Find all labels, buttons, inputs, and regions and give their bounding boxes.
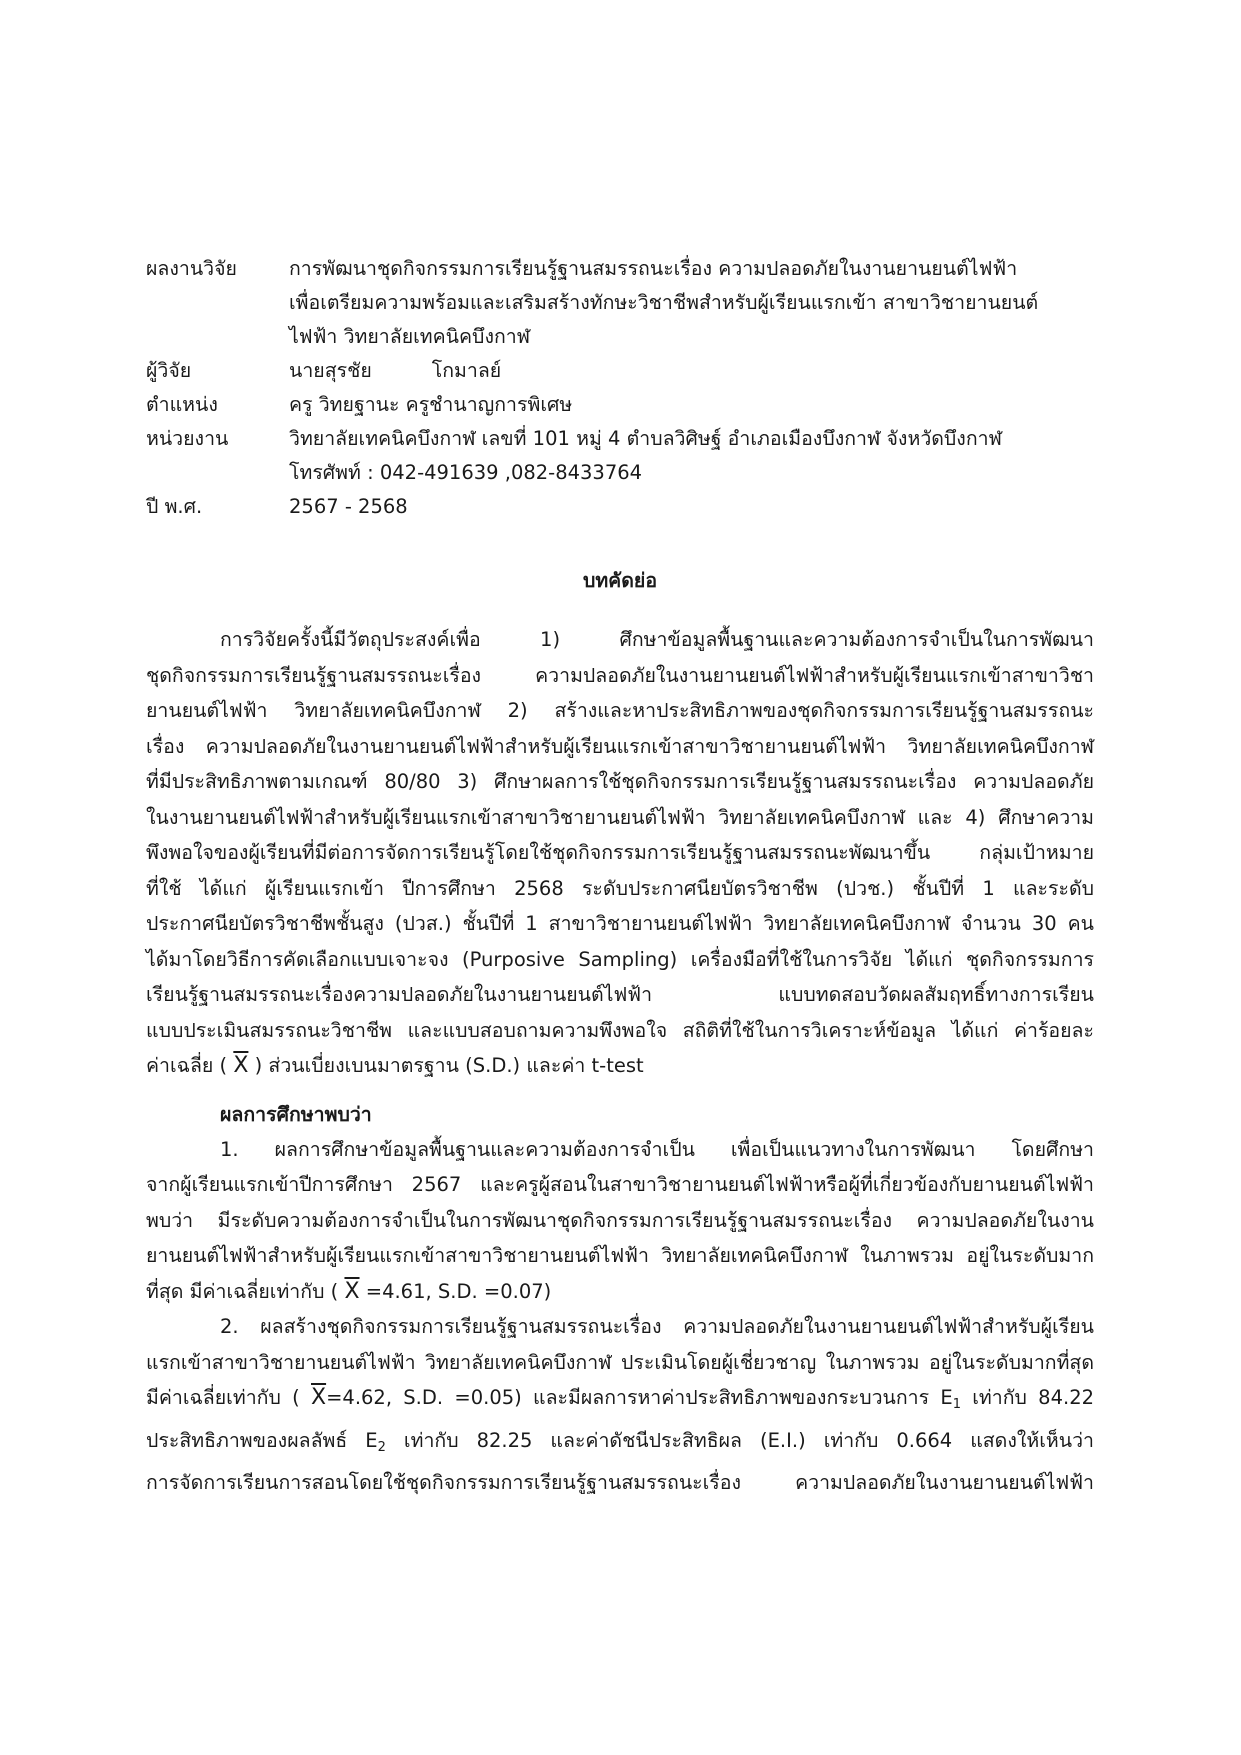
researcher-last-name: โกมาลย์: [431, 359, 502, 382]
abstract-line: แบบประเมินสมรรถนะวิชาชีพ และแบบสอบถามความพึงพอใจ สถิติที่ใช้ในการวิเคราะห์ข้อมูล ได้แก่ ค่าร้อยละ: [146, 1018, 1094, 1042]
results-heading: ผลการศึกษาพบว่า: [220, 1102, 372, 1126]
abstract-line: ประกาศนียบัตรวิชาชีพชั้นสูง (ปวส.) ชั้นปีที่ 1 สาขาวิชายานยนต์ไฟฟ้า วิทยาลัยเทคนิคบึงกาฬ จำนวน 30 คน: [146, 912, 1094, 935]
results-line: ยานยนต์ไฟฟ้าสำหรับผู้เรียนแรกเข้าสาขาวิชายานยนต์ไฟฟ้า วิทยาลัยเทคนิคบึงกาฬ ในภาพรวม อยู่ในระดับมาก: [146, 1244, 1094, 1267]
research-title-row: [146, 252, 1094, 354]
abstract-title: บทคัดย่อ: [582, 569, 658, 592]
research-title-line: ไฟฟ้า วิทยาลัยเทคนิคบึงกาฬ: [289, 325, 531, 348]
results-line: มีค่าเฉลี่ยเท่ากับ ( $\overline{X}=4.62$, S.D. =0.05) และมีผลการหาค่าประสิทธิภาพของกระบวนการ $E_1$ เท่ากับ 84.22: [146, 1385, 1095, 1412]
abstract-line: เรียนรู้ฐานสมรรถนะเรื่องความปลอดภัยในงานยานยนต์ไฟฟ้า แบบทดสอบวัดผลสัมฤทธิ์ทางการเรียน: [146, 983, 1094, 1006]
abstract-line: ที่ใช้ ได้แก่ ผู้เรียนแรกเข้า ปีการศึกษา 2568 ระดับประกาศนียบัตรวิชาชีพ (ปวช.) ชั้นปีที่ 1 และระดับ: [146, 876, 1094, 900]
subscript: 2: [377, 1439, 386, 1455]
abstract-line: พึงพอใจของผู้เรียนที่มีต่อการจัดการเรียนรู้โดยใช้ชุดกิจกรรมการเรียนรู้ฐานสมรรถนะพัฒนาขึ้น กลุ่มเป้าหมาย: [146, 841, 1094, 864]
unit-row: [146, 422, 1094, 490]
research-title: [289, 252, 1094, 354]
research-title-line: การพัฒนาชุดกิจกรรมการเรียนรู้ฐานสมรรถนะเรื่อง ความปลอดภัยในงานยานยนต์ไฟฟ้า: [289, 257, 1018, 280]
results-item-2: [146, 1309, 1094, 1501]
research-label: ผลงานวิจัย: [146, 257, 237, 280]
position-row: [146, 388, 1094, 422]
unit-label: หน่วยงาน: [146, 427, 229, 450]
results-line: จากผู้เรียนแรกเข้าปีการศึกษา 2567 และครูผู้สอนในสาขาวิชายานยนต์ไฟฟ้าหรือผู้ที่เกี่ยวข้องกับยานยนต์ไฟฟ้า: [146, 1173, 1094, 1196]
position-value: ครู วิทยฐานะ ครูชำนาญการพิเศษ: [289, 393, 573, 416]
results-line: พบว่า มีระดับความต้องการจำเป็นในการพัฒนาชุดกิจกรรมการเรียนรู้ฐานสมรรถนะเรื่อง ความปลอดภัยในงาน: [146, 1208, 1094, 1232]
abstract-line: ชุดกิจกรรมการเรียนรู้ฐานสมรรถนะเรื่อง ความปลอดภัยในงานยานยนต์ไฟฟ้าสำหรับผู้เรียนแรกเข้าสาขาวิชา: [146, 663, 1094, 687]
abstract-line: ยานยนต์ไฟฟ้า วิทยาลัยเทคนิคบึงกาฬ 2) สร้างและหาประสิทธิภาพของชุดกิจกรรมการเรียนรู้ฐานสมรรถนะ: [146, 699, 1094, 722]
document-page: [146, 252, 1094, 1501]
results-line: แรกเข้าสาขาวิชายานยนต์ไฟฟ้า วิทยาลัยเทคนิคบึงกาฬ ประเมินโดยผู้เชี่ยวชาญ ในภาพรวม อยู่ในระดับมากที่สุด: [146, 1350, 1094, 1374]
research-title-line: เพื่อเตรียมความพร้อมและเสริมสร้างทักษะวิชาชีพสำหรับผู้เรียนแรกเข้า สาขาวิชายานยนต์: [289, 291, 1039, 314]
mean-symbol: $\overline{X}$: [311, 1385, 327, 1410]
researcher-first-name: นายสุรชัย: [289, 359, 372, 382]
mean-symbol: $\overline{X}$: [233, 1053, 249, 1078]
unit-phone: โทรศัพท์ : 042-491639 ,082-8433764: [289, 461, 643, 484]
results-item-1: [146, 1132, 1094, 1310]
results-line: 1. ผลการศึกษาข้อมูลพื้นฐานและความต้องการจำเป็น เพื่อเป็นแนวทางในการพัฒนา โดยศึกษา: [220, 1137, 1094, 1161]
abstract-line: เรื่อง ความปลอดภัยในงานยานยนต์ไฟฟ้าสำหรับผู้เรียนแรกเข้าสาขาวิชายานยนต์ไฟฟ้า วิทยาลัยเทคนิคบึงกาฬ: [146, 734, 1094, 758]
year-row: [146, 490, 1094, 524]
researcher-label: ผู้วิจัย: [146, 359, 192, 382]
results-line: การจัดการเรียนการสอนโดยใช้ชุดกิจกรรมการเรียนรู้ฐานสมรรถนะเรื่อง ความปลอดภัยในงานยานยนต์ไฟฟ้า: [146, 1471, 1094, 1494]
year-label: ปี พ.ศ.: [146, 495, 203, 518]
unit-address: วิทยาลัยเทคนิคบึงกาฬ เลขที่ 101 หมู่ 4 ตำบลวิศิษฐ์ อำเภอเมืองบึงกาฬ จังหวัดบึงกาฬ: [289, 427, 1002, 450]
researcher-row: [146, 354, 1094, 388]
abstract-line: ค่าเฉลี่ย ( $\overline{X}$ ) ส่วนเบี่ยงเบนมาตรฐาน (S.D.) และค่า t-test: [146, 1053, 644, 1078]
results-line: ประสิทธิภาพของผลลัพธ์ $E_2$ เท่ากับ 82.25 และค่าดัชนีประสิทธิผล (E.I.) เท่ากับ 0.664 แสดงให้เห็นว่า: [146, 1428, 1094, 1455]
abstract-line: ในงานยานยนต์ไฟฟ้าสำหรับผู้เรียนแรกเข้าสาขาวิชายานยนต์ไฟฟ้า วิทยาลัยเทคนิคบึงกาฬ และ 4) ศึกษาความ: [146, 805, 1094, 829]
abstract-line: ที่มีประสิทธิภาพตามเกณฑ์ 80/80 3) ศึกษาผลการใช้ชุดกิจกรรมการเรียนรู้ฐานสมรรถนะเรื่อง ความปลอดภัย: [146, 770, 1094, 793]
abstract-line: การวิจัยครั้งนี้มีวัตถุประสงค์เพื่อ 1) ศึกษาข้อมูลพื้นฐานและความต้องการจำเป็นในการพัฒนา: [220, 628, 1094, 651]
position-label: ตำแหน่ง: [146, 393, 218, 416]
year-value: 2567 - 2568: [289, 495, 408, 518]
abstract-line: ได้มาโดยวิธีการคัดเลือกแบบเจาะจง (Purposive Sampling) เครื่องมือที่ใช้ในการวิจัย ได้แก่ ชุดกิจกรรมการ: [146, 947, 1094, 971]
subscript: 1: [952, 1397, 961, 1412]
results-line: 2. ผลสร้างชุดกิจกรรมการเรียนรู้ฐานสมรรถนะเรื่อง ความปลอดภัยในงานยานยนต์ไฟฟ้าสำหรับผู้เรียน: [220, 1315, 1094, 1338]
results-line: ที่สุด มีค่าเฉลี่ยเท่ากับ ( $\overline{X} =4.61$, S.D. =0.07): [146, 1278, 552, 1304]
abstract-paragraph: [146, 622, 1094, 1084]
mean-symbol: $\overline{X}$: [344, 1278, 360, 1304]
